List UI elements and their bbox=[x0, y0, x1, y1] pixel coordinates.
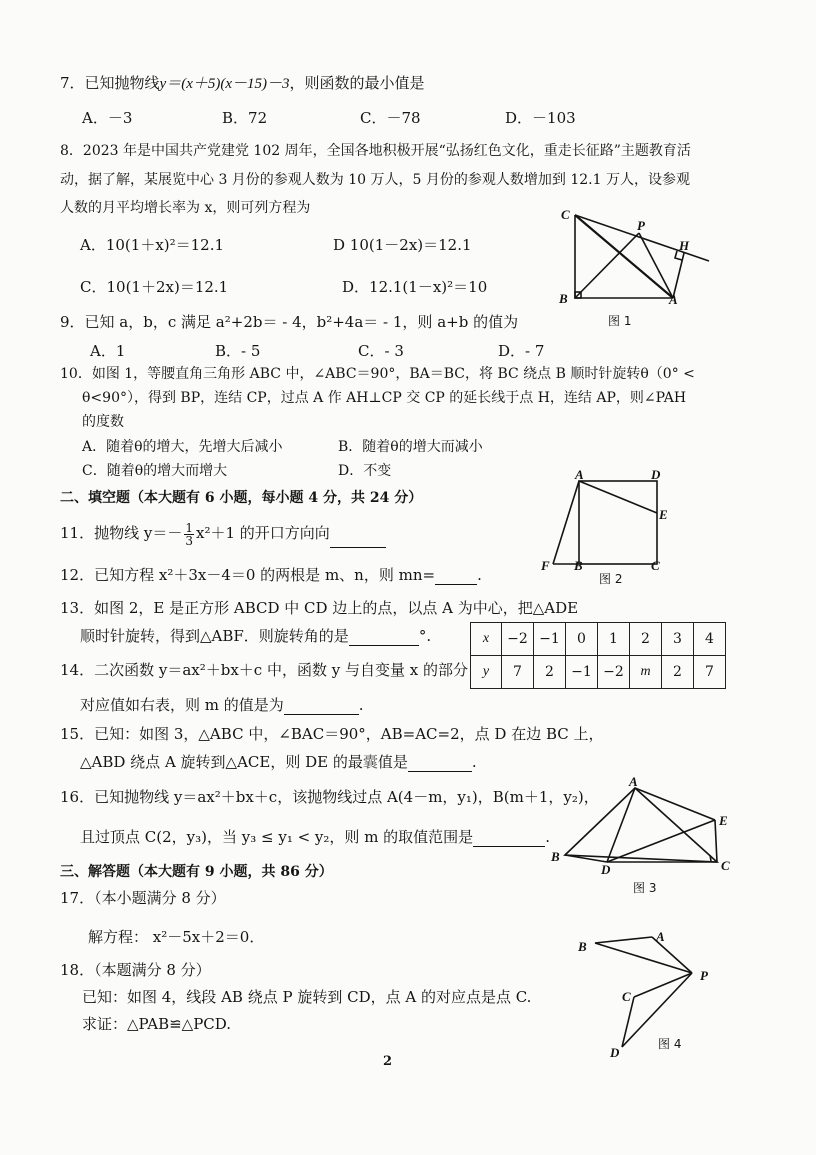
q15-line2b-text: 值是 bbox=[377, 753, 408, 771]
q8-option-d: D．12.1(1－x)²＝10 bbox=[342, 278, 488, 296]
table-cell: −1 bbox=[566, 656, 598, 689]
q13-answer-blank[interactable] bbox=[349, 631, 419, 646]
section-3-heading: 三、解答题（本大题有 9 小题，共 86 分） bbox=[60, 864, 333, 880]
q10-option-d: D．不变 bbox=[338, 463, 392, 479]
q7-tail: ，则函数的最小值是 bbox=[289, 74, 425, 92]
q9-option-b: B．- 5 bbox=[215, 342, 261, 360]
q11-answer-blank[interactable] bbox=[330, 533, 386, 548]
table-cell: −2 bbox=[598, 656, 630, 689]
q10-option-c: C．随着θ的增大而增大 bbox=[82, 463, 228, 479]
fig4-label-b: B bbox=[578, 939, 587, 954]
fig2-label-e: E bbox=[659, 507, 668, 522]
q10-line2: θ<90°），得到 BP，连结 CP，过点 A 作 AH⊥CP 交 CP 的延长线于点 H，连结 AP，则∠PAH bbox=[82, 390, 687, 406]
fig4-label-c: C bbox=[622, 989, 631, 1004]
q15-answer-blank[interactable] bbox=[408, 757, 472, 772]
section-2-heading: 二、填空题（本大题有 6 小题，每小题 4 分，共 24 分） bbox=[60, 490, 423, 506]
fig4-caption: 图 4 bbox=[658, 1037, 682, 1051]
fig3-label-c: C bbox=[721, 858, 730, 873]
fig1-label-a: A bbox=[669, 292, 678, 307]
fig1-label-c: C bbox=[561, 207, 570, 222]
q9-stem: 9．已知 a，b，c 满足 a²+2b＝ - 4，b²+4a＝ - 1，则 a+b 的值为 bbox=[60, 313, 519, 331]
q16-line1: 16．已知抛物线 y＝ax²＋bx＋c，该抛物线过点 A(4－m，y₁)，B(m＋1，y₂)， bbox=[60, 788, 599, 806]
q7-stem bbox=[60, 73, 425, 94]
fig4-label-a: A bbox=[656, 929, 665, 944]
q8-line1: 8．2023 年是中国共产党建党 102 周年，全国各地积极开展“弘扬红色文化，重走长征路”主题教育活 bbox=[60, 143, 691, 159]
table-cell: 1 bbox=[598, 623, 630, 656]
table-cell: m bbox=[630, 656, 662, 689]
table-cell: 7 bbox=[694, 656, 726, 689]
figure-4 bbox=[570, 925, 720, 1065]
fig3-label-a: A bbox=[629, 774, 638, 789]
fig2-label-b: B bbox=[574, 558, 583, 573]
q9-option-d: D．- 7 bbox=[498, 342, 545, 360]
q16-line2 bbox=[80, 827, 550, 847]
q13-end: °. bbox=[418, 627, 432, 645]
q13-line2 bbox=[80, 626, 431, 646]
q16-line2-text: 且过顶点 C(2，y₃)，当 y₃ ≤ y₁ < y₂，则 m 的取值范围是 bbox=[80, 828, 474, 846]
q14-end: . bbox=[358, 696, 364, 714]
fig3-caption: 图 3 bbox=[633, 881, 657, 895]
q11-numerator: 1 bbox=[185, 520, 193, 535]
q12-text: 12．已知方程 x²＋3x－4＝0 的两根是 m、n，则 mn= bbox=[60, 566, 436, 584]
q16-end: . bbox=[545, 828, 550, 846]
q14-answer-blank[interactable] bbox=[284, 700, 359, 715]
q8-option-c: C．10(1＋2x)＝12.1 bbox=[80, 278, 229, 296]
q15-line1: 15．已知：如图 3，△ABC 中，∠BAC＝90°，AB=AC=2，点 D 在边 BC 上， bbox=[60, 725, 604, 743]
table-row-y bbox=[471, 656, 726, 689]
q7-option-d: D．－103 bbox=[505, 109, 576, 127]
q8-line2: 动，据了解，某展览中心 3 月份的参观人数为 10 万人，5 月份的参观人数增加到 12.1 万人，设参观 bbox=[60, 172, 690, 188]
q8-option-a: A．10(1＋x)²＝12.1 bbox=[80, 236, 225, 254]
table-cell: −2 bbox=[502, 623, 534, 656]
q11-fraction bbox=[184, 522, 194, 547]
q7-formula: y＝(x＋5)(x－15)－3 bbox=[159, 76, 290, 92]
q14-line2-text: 对应值如右表，则 m 的值是为 bbox=[80, 696, 284, 714]
q12-answer-blank[interactable] bbox=[435, 570, 477, 585]
fig2-label-c: C bbox=[651, 558, 660, 573]
q9-option-a: A．1 bbox=[90, 342, 126, 360]
page-number: 2 bbox=[383, 1054, 393, 1069]
q7-option-a: A．－3 bbox=[82, 109, 133, 127]
table-cell: 4 bbox=[694, 623, 726, 656]
fig3-label-d: D bbox=[601, 862, 611, 877]
q9-option-c: C．- 3 bbox=[358, 342, 404, 360]
q15-line2-text: △ABD 绕点 A 旋转到△ACE，则 DE 的最 bbox=[80, 753, 363, 771]
table-cell: −1 bbox=[534, 623, 566, 656]
figure-1 bbox=[555, 200, 725, 335]
q8-option-d-first: D 10(1－2x)＝12.1 bbox=[333, 236, 472, 254]
fig2-caption: 图 2 bbox=[599, 572, 623, 586]
q13-line2-text: 顺时针旋转，得到△ABF．则旋转角的是 bbox=[80, 627, 349, 645]
fig1-label-h: H bbox=[679, 238, 690, 253]
fig3-label-e: E bbox=[719, 813, 728, 828]
q11-denominator: 3 bbox=[185, 533, 193, 548]
fig2-label-f: F bbox=[541, 558, 550, 573]
q10-option-b: B．随着θ的增大而减小 bbox=[338, 439, 483, 455]
fig3-label-b: B bbox=[551, 849, 560, 864]
q18-line2: 求证：△PAB≌△PCD. bbox=[82, 1015, 232, 1033]
q14-line2 bbox=[80, 695, 364, 715]
q7-option-b: B．72 bbox=[222, 109, 268, 127]
q11-pre: 11．抛物线 y＝－ bbox=[60, 524, 183, 542]
q17-body: 解方程： x²－5x＋2＝0． bbox=[88, 928, 265, 946]
q10-line1: 10．如图 1，等腰直角三角形 ABC 中，∠ABC＝90°，BA＝BC，将 BC 绕点 B 顺时针旋转θ（0° < bbox=[60, 366, 695, 382]
table-cell: 7 bbox=[502, 656, 534, 689]
fig4-label-d: D bbox=[610, 1045, 620, 1060]
q12 bbox=[60, 565, 482, 585]
q15-end: . bbox=[471, 753, 477, 771]
q13-line1: 13．如图 2，E 是正方形 ABCD 中 CD 边上的点，以点 A 为中心，把△ADE bbox=[60, 599, 579, 617]
q11 bbox=[60, 518, 386, 548]
table-cell: 2 bbox=[534, 656, 566, 689]
table-cell: 3 bbox=[662, 623, 694, 656]
q18-line1: 已知：如图 4，线段 AB 绕点 P 旋转到 CD，点 A 的对应点是点 C. bbox=[82, 988, 532, 1006]
q12-end: . bbox=[477, 566, 482, 584]
table-cell: 2 bbox=[630, 623, 662, 656]
q18-heading: 18．（本题满分 8 分） bbox=[60, 961, 211, 979]
table-row-x bbox=[471, 623, 726, 656]
table-cell: 2 bbox=[662, 656, 694, 689]
figure-2 bbox=[535, 467, 685, 590]
xy-value-table bbox=[470, 622, 726, 689]
fig1-label-b: B bbox=[559, 291, 568, 306]
q11-post: x²＋1 的开口方向向 bbox=[195, 524, 330, 542]
fig2-label-a: A bbox=[575, 467, 584, 482]
q15-line2 bbox=[80, 752, 477, 772]
table-header-x: x bbox=[471, 623, 502, 656]
q14-line1: 14．二次函数 y＝ax²＋bx＋c 中，函数 y 与自变量 x 的部分 bbox=[60, 661, 468, 679]
q8-line3: 人数的月平均增长率为 x，则可列方程为 bbox=[60, 200, 311, 216]
q16-answer-blank[interactable] bbox=[473, 832, 545, 847]
q7-option-c: C．－78 bbox=[360, 109, 421, 127]
fig4-label-p: P bbox=[700, 968, 708, 983]
table-cell: 0 bbox=[566, 623, 598, 656]
q17-heading: 17．（本小题满分 8 分） bbox=[60, 889, 226, 907]
fig1-label-p: P bbox=[637, 218, 645, 233]
q15-smudged-char: 囊 bbox=[362, 753, 378, 771]
figure-3 bbox=[545, 770, 745, 900]
fig1-caption: 图 1 bbox=[608, 314, 632, 328]
table-header-y: y bbox=[471, 656, 502, 689]
q7-stem-text: 7．已知抛物线 bbox=[60, 74, 160, 92]
q10-line3: 的度数 bbox=[82, 414, 124, 430]
q10-option-a: A．随着θ的增大，先增大后减小 bbox=[82, 439, 283, 455]
fig2-label-d: D bbox=[651, 467, 661, 482]
